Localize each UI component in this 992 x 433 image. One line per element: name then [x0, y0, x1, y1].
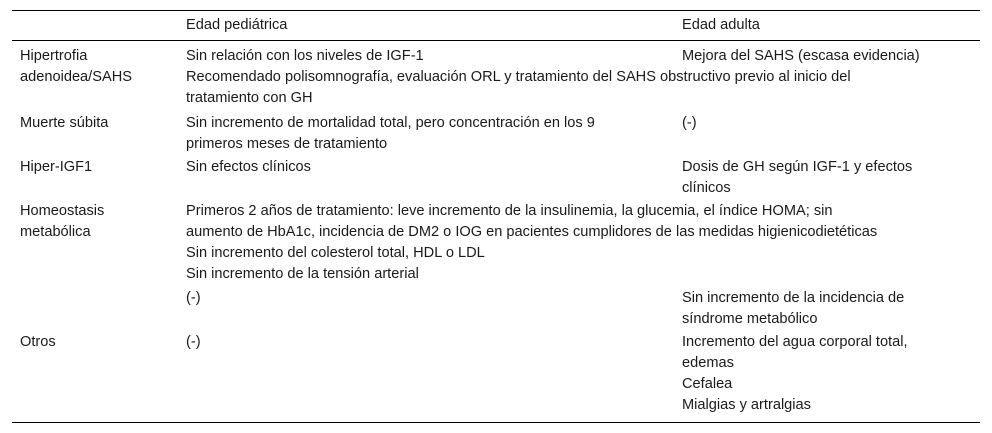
- table-header-rule: [12, 40, 980, 41]
- cell-muerte-adult: (-): [682, 115, 697, 131]
- cell-otros-adult-l3: Cefalea: [682, 376, 733, 392]
- cell-otros-adult-l4: Mialgias y artralgias: [682, 397, 811, 413]
- row-label-homeostasis-l2: metabólica: [20, 224, 91, 240]
- cell-hipertrofia-adult: Mejora del SAHS (escasa evidencia): [682, 48, 920, 64]
- cell-homeostasis-span-l1: Primeros 2 años de tratamiento: leve incremento de la insulinemia, la glucemia, el índice HOMA; sin: [186, 203, 833, 219]
- cell-homeostasis-span-l2: aumento de HbA1c, incidencia de DM2 o IOG en pacientes cumplidores de las medidas higienicodietéticas: [186, 224, 878, 240]
- cell-muerte-ped-l1: Sin incremento de mortalidad total, pero concentración en los 9: [186, 115, 595, 131]
- cell-hiper-ped: Sin efectos clínicos: [186, 159, 311, 175]
- row-label-hipertrofia-l1: Hipertrofia: [20, 48, 88, 64]
- header-adult: Edad adulta: [682, 17, 760, 33]
- cell-otros-ped: (-): [186, 334, 201, 350]
- cell-hipertrofia-span-l1: Recomendado polisomnografía, evaluación ORL y tratamiento del SAHS obstructivo previo al inicio del: [186, 69, 851, 85]
- cell-homeostasis-span-l3: Sin incremento del colesterol total, HDL o LDL: [186, 245, 485, 261]
- cell-homeostasis-adult-l2: síndrome metabólico: [682, 311, 818, 327]
- cell-homeostasis-span-l4: Sin incremento de la tensión arterial: [186, 266, 419, 282]
- cell-homeostasis-ped: (-): [186, 290, 201, 306]
- cell-hiper-adult-l2: clínicos: [682, 180, 731, 196]
- table-top-rule: [12, 10, 980, 11]
- row-label-hiper: Hiper-IGF1: [20, 159, 93, 175]
- cell-hiper-adult-l1: Dosis de GH según IGF-1 y efectos: [682, 159, 913, 175]
- row-label-homeostasis-l1: Homeostasis: [20, 203, 105, 219]
- row-label-otros: Otros: [20, 334, 56, 350]
- cell-hipertrofia-span-l2: tratamiento con GH: [186, 90, 313, 106]
- row-label-hipertrofia-l2: adenoidea/SAHS: [20, 69, 132, 85]
- table-bottom-rule: [12, 422, 980, 423]
- cell-otros-adult-l1: Incremento del agua corporal total,: [682, 334, 908, 350]
- cell-muerte-ped-l2: primeros meses de tratamiento: [186, 136, 388, 152]
- header-pediatric: Edad pediátrica: [186, 17, 288, 33]
- cell-otros-adult-l2: edemas: [682, 355, 734, 371]
- row-label-muerte: Muerte súbita: [20, 115, 109, 131]
- cell-hipertrofia-ped: Sin relación con los niveles de IGF-1: [186, 48, 424, 64]
- cell-homeostasis-adult-l1: Sin incremento de la incidencia de: [682, 290, 905, 306]
